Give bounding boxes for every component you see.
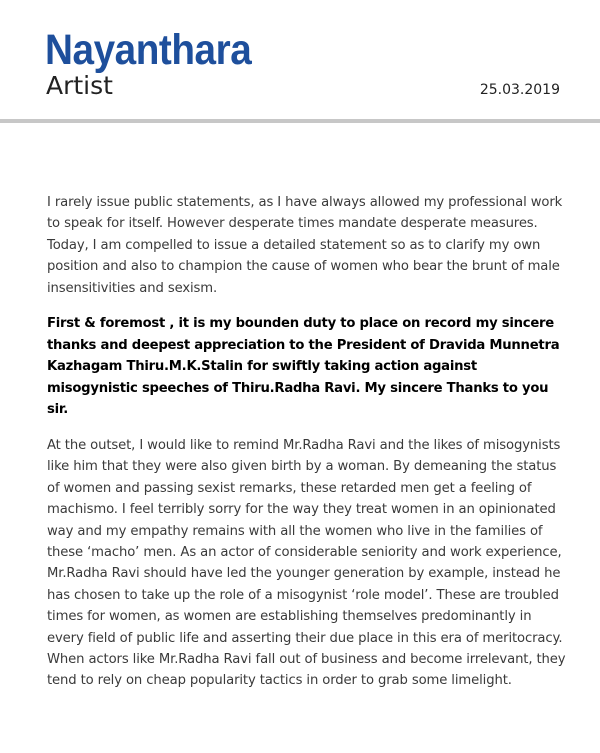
author-role: Artist xyxy=(46,71,113,100)
header-divider xyxy=(0,119,600,123)
letterhead xyxy=(0,0,600,125)
author-name: Nayanthara xyxy=(45,26,252,74)
statement-paragraph-intro: I rarely issue public statements, as I have always allowed my professional work to speak for itself. However desperate times mandate desperate measures. Today, I am compelled to issue a detailed statement so as to clarify my own position and also to champion the cause of women who bear the brunt of male insensitivities and sexism. xyxy=(47,195,563,296)
statement-body xyxy=(47,192,567,692)
statement-paragraph-main: At the outset, I would like to remind Mr.Radha Ravi and the likes of misogynists like him that they were also given birth by a woman. By demeaning the status of women and passing sexist remarks, these retarded men get a feeling of machismo. I feel terribly sorry for the way they treat women in an opinionated way and my empathy remains with all the women who live in the families of these ‘macho’ men. As an actor of considerable seniority and work experience, Mr.Radha Ravi should have led the younger generation by example, instead he has chosen to take up the role of a misogynist ‘role model’. These are troubled times for women, as women are establishing themselves predominantly in every field of public life and asserting their due place in this era of meritocracy. When actors like Mr.Radha Ravi fall out of business and become irrelevant, they tend to rely on cheap popularity tactics in order to grab some limelight. xyxy=(47,438,566,689)
statement-paragraph-thanks: First & foremost , it is my bounden duty to place on record my sincere thanks and deepest appreciation to the President of Dravida Munnetra Kazhagam Thiru.M.K.Stalin for swiftly taking action against misogynistic speeches of Thiru.Radha Ravi. My sincere Thanks to you sir. xyxy=(47,316,560,418)
statement-date: 25.03.2019 xyxy=(479,82,560,98)
